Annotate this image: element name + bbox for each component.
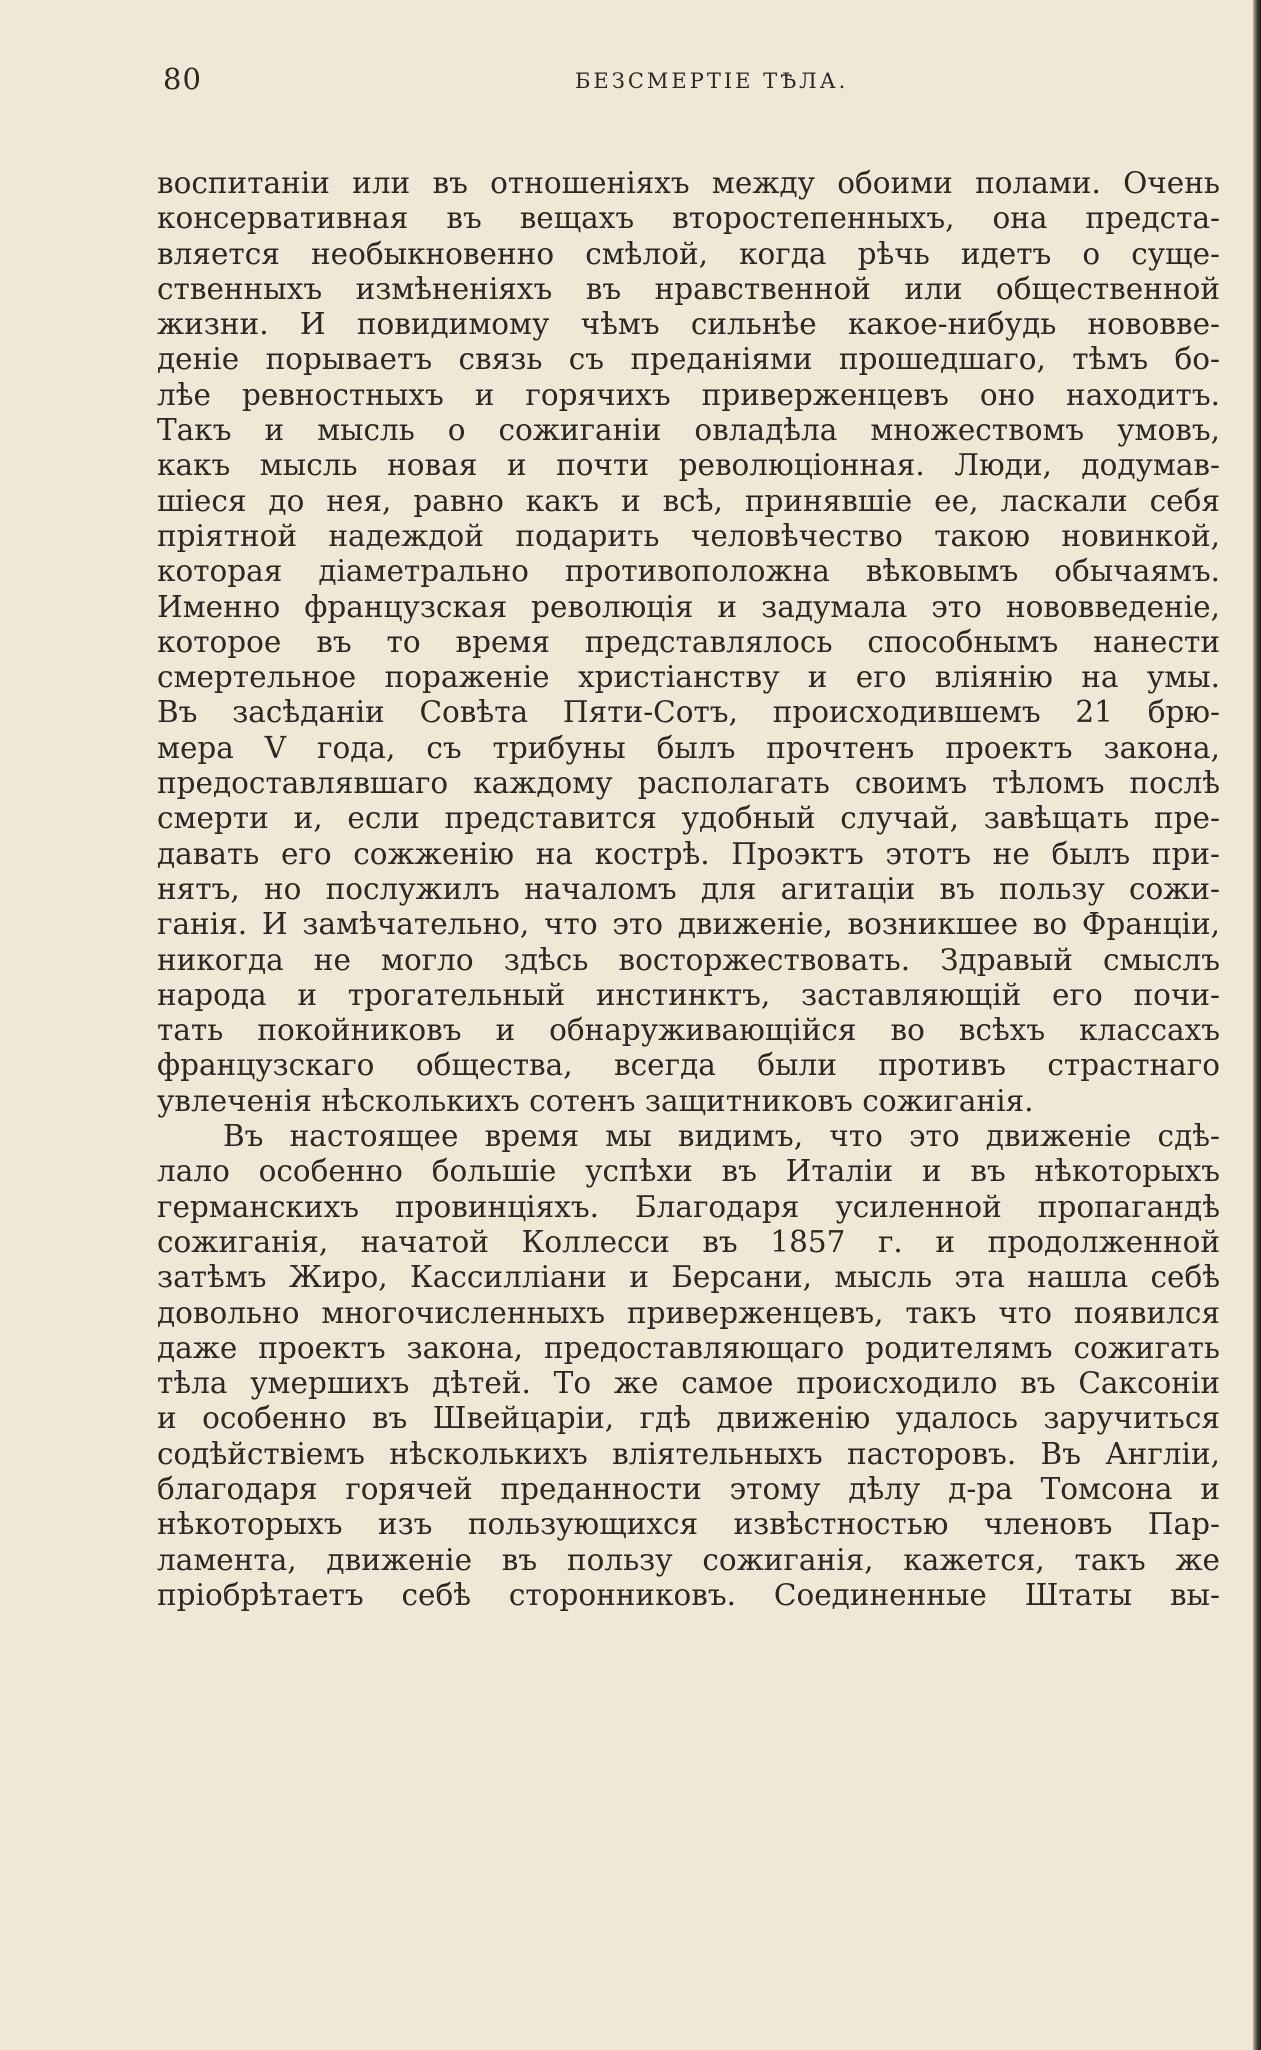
text-line: вляется необыкновенно смѣлой, когда рѣчь идетъ о суще- [157,236,1220,271]
text-line: смерти и, если представится удобный случай, завѣщать пре- [157,801,1220,836]
text-line: лѣе ревностныхъ и горячихъ приверженцевъ оно находитъ. [157,377,1220,412]
text-line: французскаго общества, всегда были противъ страстнаго [157,1048,1220,1083]
text-line: даже проектъ закона, предоставляющаго родителямъ сожигать [157,1330,1220,1365]
text-line: пріобрѣтаетъ себѣ сторонниковъ. Соединенные Штаты вы- [157,1577,1220,1612]
text-line: Именно французская революція и задумала это нововведеніе, [157,589,1220,624]
text-line: деніе порываетъ связь съ преданіями прошедшаго, тѣмъ бо- [157,342,1220,377]
text-line: которая діаметрально противоположна вѣковымъ обычаямъ. [157,554,1220,589]
text-line: лало особенно большіе успѣхи въ Италіи и въ нѣкоторыхъ [157,1154,1220,1189]
text-line: увлеченія нѣсколькихъ сотенъ защитниковъ сожиганія. [157,1083,1034,1118]
text-line: смертельное пораженіе христіанству и его вліянію на умы. [157,660,1220,695]
page-number: 80 [163,62,202,96]
text-line: которое въ то время представлялось способнымъ нанести [157,624,1220,659]
page-edge-shadow [1253,0,1261,2050]
text-line: ламента, движеніе въ пользу сожиганія, кажется, такъ же [157,1542,1220,1577]
text-line: Въ засѣданіи Совѣта Пяти-Сотъ, происходившемъ 21 брю- [157,695,1220,730]
text-line: ганія. И замѣчательно, что это движеніе, возникшее во Франціи, [157,907,1220,942]
text-line: народа и трогательный инстинктъ, заставляющій его почи- [157,977,1220,1012]
text-line: тать покойниковъ и обнаруживающійся во всѣхъ классахъ [157,1013,1220,1048]
text-line: благодаря горячей преданности этому дѣлу д-ра Томсона и [157,1471,1220,1506]
text-line: никогда не могло здѣсь восторжествовать. Здравый смыслъ [157,942,1220,977]
page-header [163,62,1211,102]
text-line: жизни. И повидимому чѣмъ сильнѣе какое-нибудь нововве- [157,307,1220,342]
text-line: затѣмъ Жиро, Кассилліани и Берсани, мысль эта нашла себѣ [157,1260,1220,1295]
text-line: и особенно въ Швейцаріи, гдѣ движенію удалось заручиться [157,1401,1220,1436]
text-line: Такъ и мысль о сожиганіи овладѣла множествомъ умовъ, [157,413,1220,448]
text-line: шіеся до нея, равно какъ и всѣ, принявшіе ее, ласкали себя [157,483,1220,518]
text-line: содѣйствіемъ нѣсколькихъ вліятельныхъ пасторовъ. Въ Англіи, [157,1436,1220,1471]
text-line: германскихъ провинціяхъ. Благодаря усиленной пропагандѣ [157,1189,1220,1224]
text-line: мера V года, съ трибуны былъ прочтенъ проектъ закона, [157,730,1220,765]
body-text [157,166,1220,1613]
text-line: сожиганія, начатой Коллесси въ 1857 г. и продолженной [157,1224,1220,1259]
text-line: довольно многочисленныхъ приверженцевъ, такъ что появился [157,1295,1220,1330]
text-line: нѣкоторыхъ изъ пользующихся извѣстностью членовъ Пар- [157,1507,1220,1542]
text-line: нятъ, но послужилъ началомъ для агитаціи въ пользу сожи- [157,871,1220,906]
text-line: предоставлявшаго каждому располагать своимъ тѣломъ послѣ [157,766,1220,801]
text-line: какъ мысль новая и почти революціонная. Люди, додумав- [157,448,1220,483]
text-line: тѣла умершихъ дѣтей. То же самое происходило въ Саксоніи [157,1366,1220,1401]
text-line: воспитаніи или въ отношеніяхъ между обоими полами. Очень [157,166,1220,200]
text-line: пріятной надеждой подарить человѣчество такою новинкой, [157,518,1220,553]
text-line: консервативная въ вещахъ второстепенныхъ, она предста- [157,201,1220,236]
text-line: давать его сожженію на кострѣ. Проэктъ этотъ не былъ при- [157,836,1220,871]
text-line: Въ настоящее время мы видимъ, что это движеніе сдѣ- [223,1119,1220,1154]
text-line: ственныхъ измѣненіяхъ въ нравственной или общественной [157,271,1220,306]
running-title: БЕЗСМЕРТІЕ ТѢЛА. [575,69,849,93]
